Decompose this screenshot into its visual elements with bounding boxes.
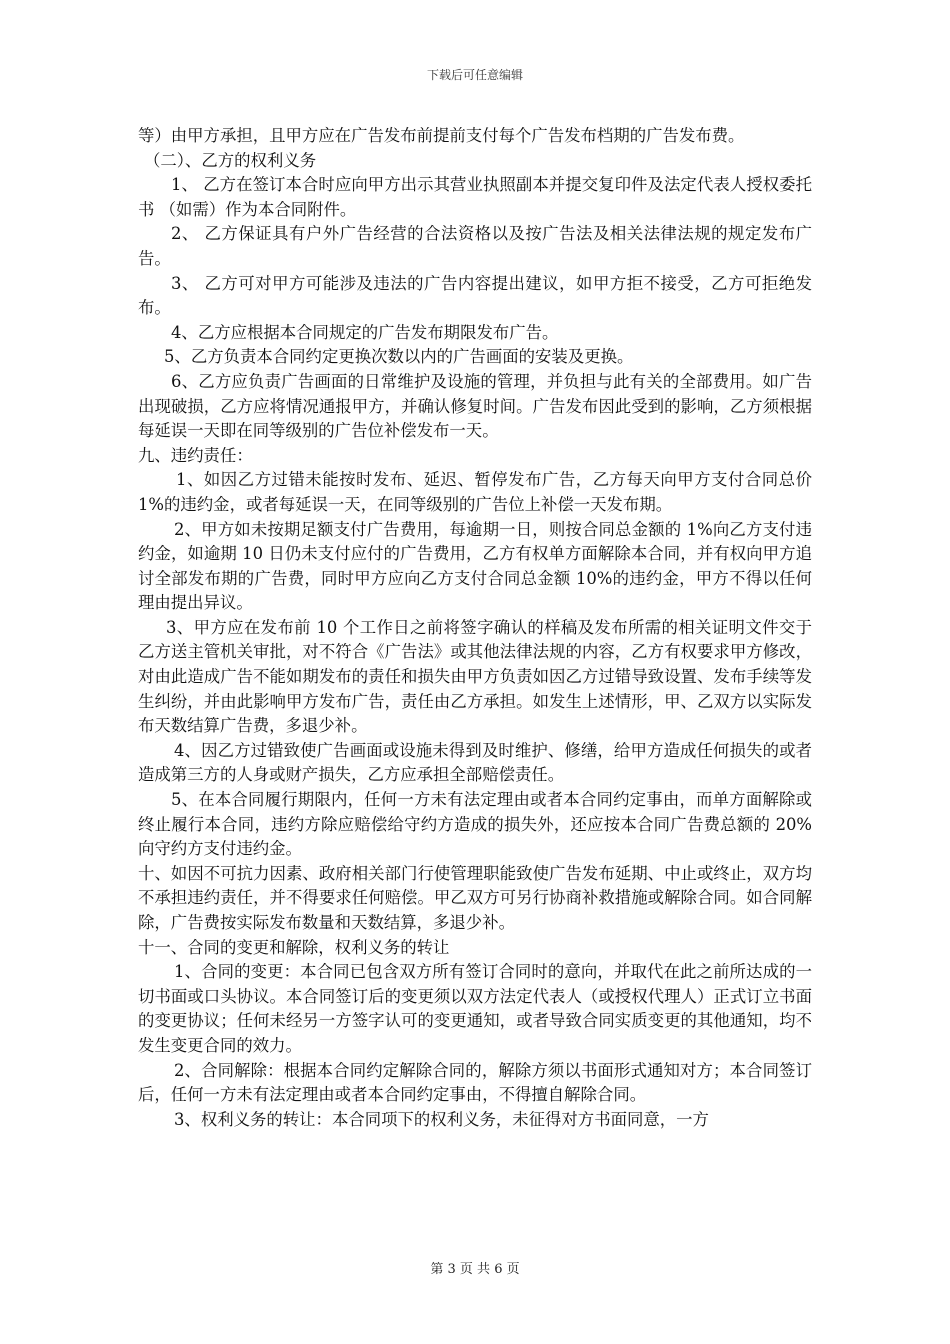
section-10: 十、如因不可抗力因素、政府相关部门行使管理职能致使广告发布延期、中止或终止，双方均不承担违约责任，并不得要求任何赔偿。甲乙双方可另行协商补救措施或解除合同。如合同解除，广告费按实际发布数量和天数结算，多退少补。 <box>138 863 812 932</box>
section-heading-11: 十一、合同的变更和解除，权利义务的转让 <box>138 937 450 957</box>
page-header: 下载后可任意编辑 <box>426 68 523 82</box>
section-heading-party-b: （二）、乙方的权利义务 <box>144 150 317 170</box>
clause-9-3: 3、甲方应在发布前 10 个工作日之前将签字确认的样稿及发布所需的相关证明文件交于乙方送主管机关审批，对不符合《广告法》或其他法律法规的内容，乙方有权要求甲方修改，对由此造成广告不能如期发布的责任和损失由甲方负责如因乙方过错导致设置、发布手续等发生纠纷，并由此影响甲方发布广告，责任由乙方承担。如发生上述情形，甲、乙双方以实际发布天数结算广告费，多退少补。 <box>138 617 812 736</box>
clause-9-1: 1、如因乙方过错未能按时发布、延迟、暂停发布广告，乙方每天向甲方支付合同总价 1%的违约金，或者每延误一天，在同等级别的广告位上补偿一天发布期。 <box>138 470 812 514</box>
paragraph-continuation: 等）由甲方承担，且甲方应在广告发布前提前支付每个广告发布档期的广告发布费。 <box>138 126 745 145</box>
document-body <box>138 124 812 1132</box>
clause-b-4: 4、乙方应根据本合同规定的广告发布期限发布广告。 <box>171 322 559 342</box>
clause-b-5: 5、乙方负责本合同约定更换次数以内的广告画面的安装及更换。 <box>164 347 634 367</box>
clause-b-3: 3、 乙方可对甲方可能涉及违法的广告内容提出建议，如甲方拒不接受，乙方可拒绝发布。 <box>138 273 812 318</box>
clause-9-5: 5、在本合同履行期限内，任何一方未有法定理由或者本合同约定事由，而单方面解除或终止履行本合同，违约方除应赔偿给守约方造成的损失外，还应按本合同广告费总额的 20%向守约方支付违约金。 <box>138 790 812 859</box>
clause-b-2: 2、 乙方保证具有户外广告经营的合法资格以及按广告法及相关法律法规的规定发布广告。 <box>138 224 812 268</box>
clause-b-6: 6、乙方应负责广告画面的日常维护及设施的管理，并负担与此有关的全部费用。如广告出现破损，乙方应将情况通报甲方，并确认修复时间。广告发布因此受到的影响，乙方须根据每延误一天即在同等级别的广告位补偿发布一天。 <box>138 371 812 441</box>
section-heading-9: 九、违约责任： <box>138 445 253 465</box>
clause-11-2: 2、合同解除：根据本合同约定解除合同的，解除方须以书面形式通知对方；本合同签订后，任何一方未有法定理由或者本合同约定事由，不得擅自解除合同。 <box>138 1060 812 1105</box>
clause-9-4: 4、因乙方过错致使广告画面或设施未得到及时维护、修缮，给甲方造成任何损失的或者造成第三方的人身或财产损失，乙方应承担全部赔偿责任。 <box>138 740 812 785</box>
clause-b-1: 1、 乙方在签订本合时应向甲方出示其营业执照副本并提交复印件及法定代表人授权委托书 （如需）作为本合同附件。 <box>138 175 812 219</box>
clause-11-3: 3、权利义务的转让：本合同项下的权利义务，未征得对方书面同意，一方 <box>174 1109 709 1129</box>
page-footer: 第 3 页 共 6 页 <box>430 1262 520 1277</box>
clause-9-2: 2、甲方如未按期足额支付广告费用，每逾期一日，则按合同总金额的 1%向乙方支付违约金，如逾期 10 日仍未支付应付的广告费用，乙方有权单方面解除本合同，并有权向甲方追讨全部发布期的广告费，同时甲方应向乙方支付合同总金额 10%的违约金，甲方不得以任何理由提出异议。 <box>138 519 812 613</box>
clause-11-1: 1、合同的变更：本合同已包含双方所有签订合同时的意向，并取代在此之前所达成的一切书面或口头协议。本合同签订后的变更须以双方法定代表人（或授权代理人）正式订立书面的变更协议；任何未经另一方签字认可的变更通知，或者导致合同实质变更的其他通知，均不发生变更合同的效力。 <box>138 962 812 1055</box>
